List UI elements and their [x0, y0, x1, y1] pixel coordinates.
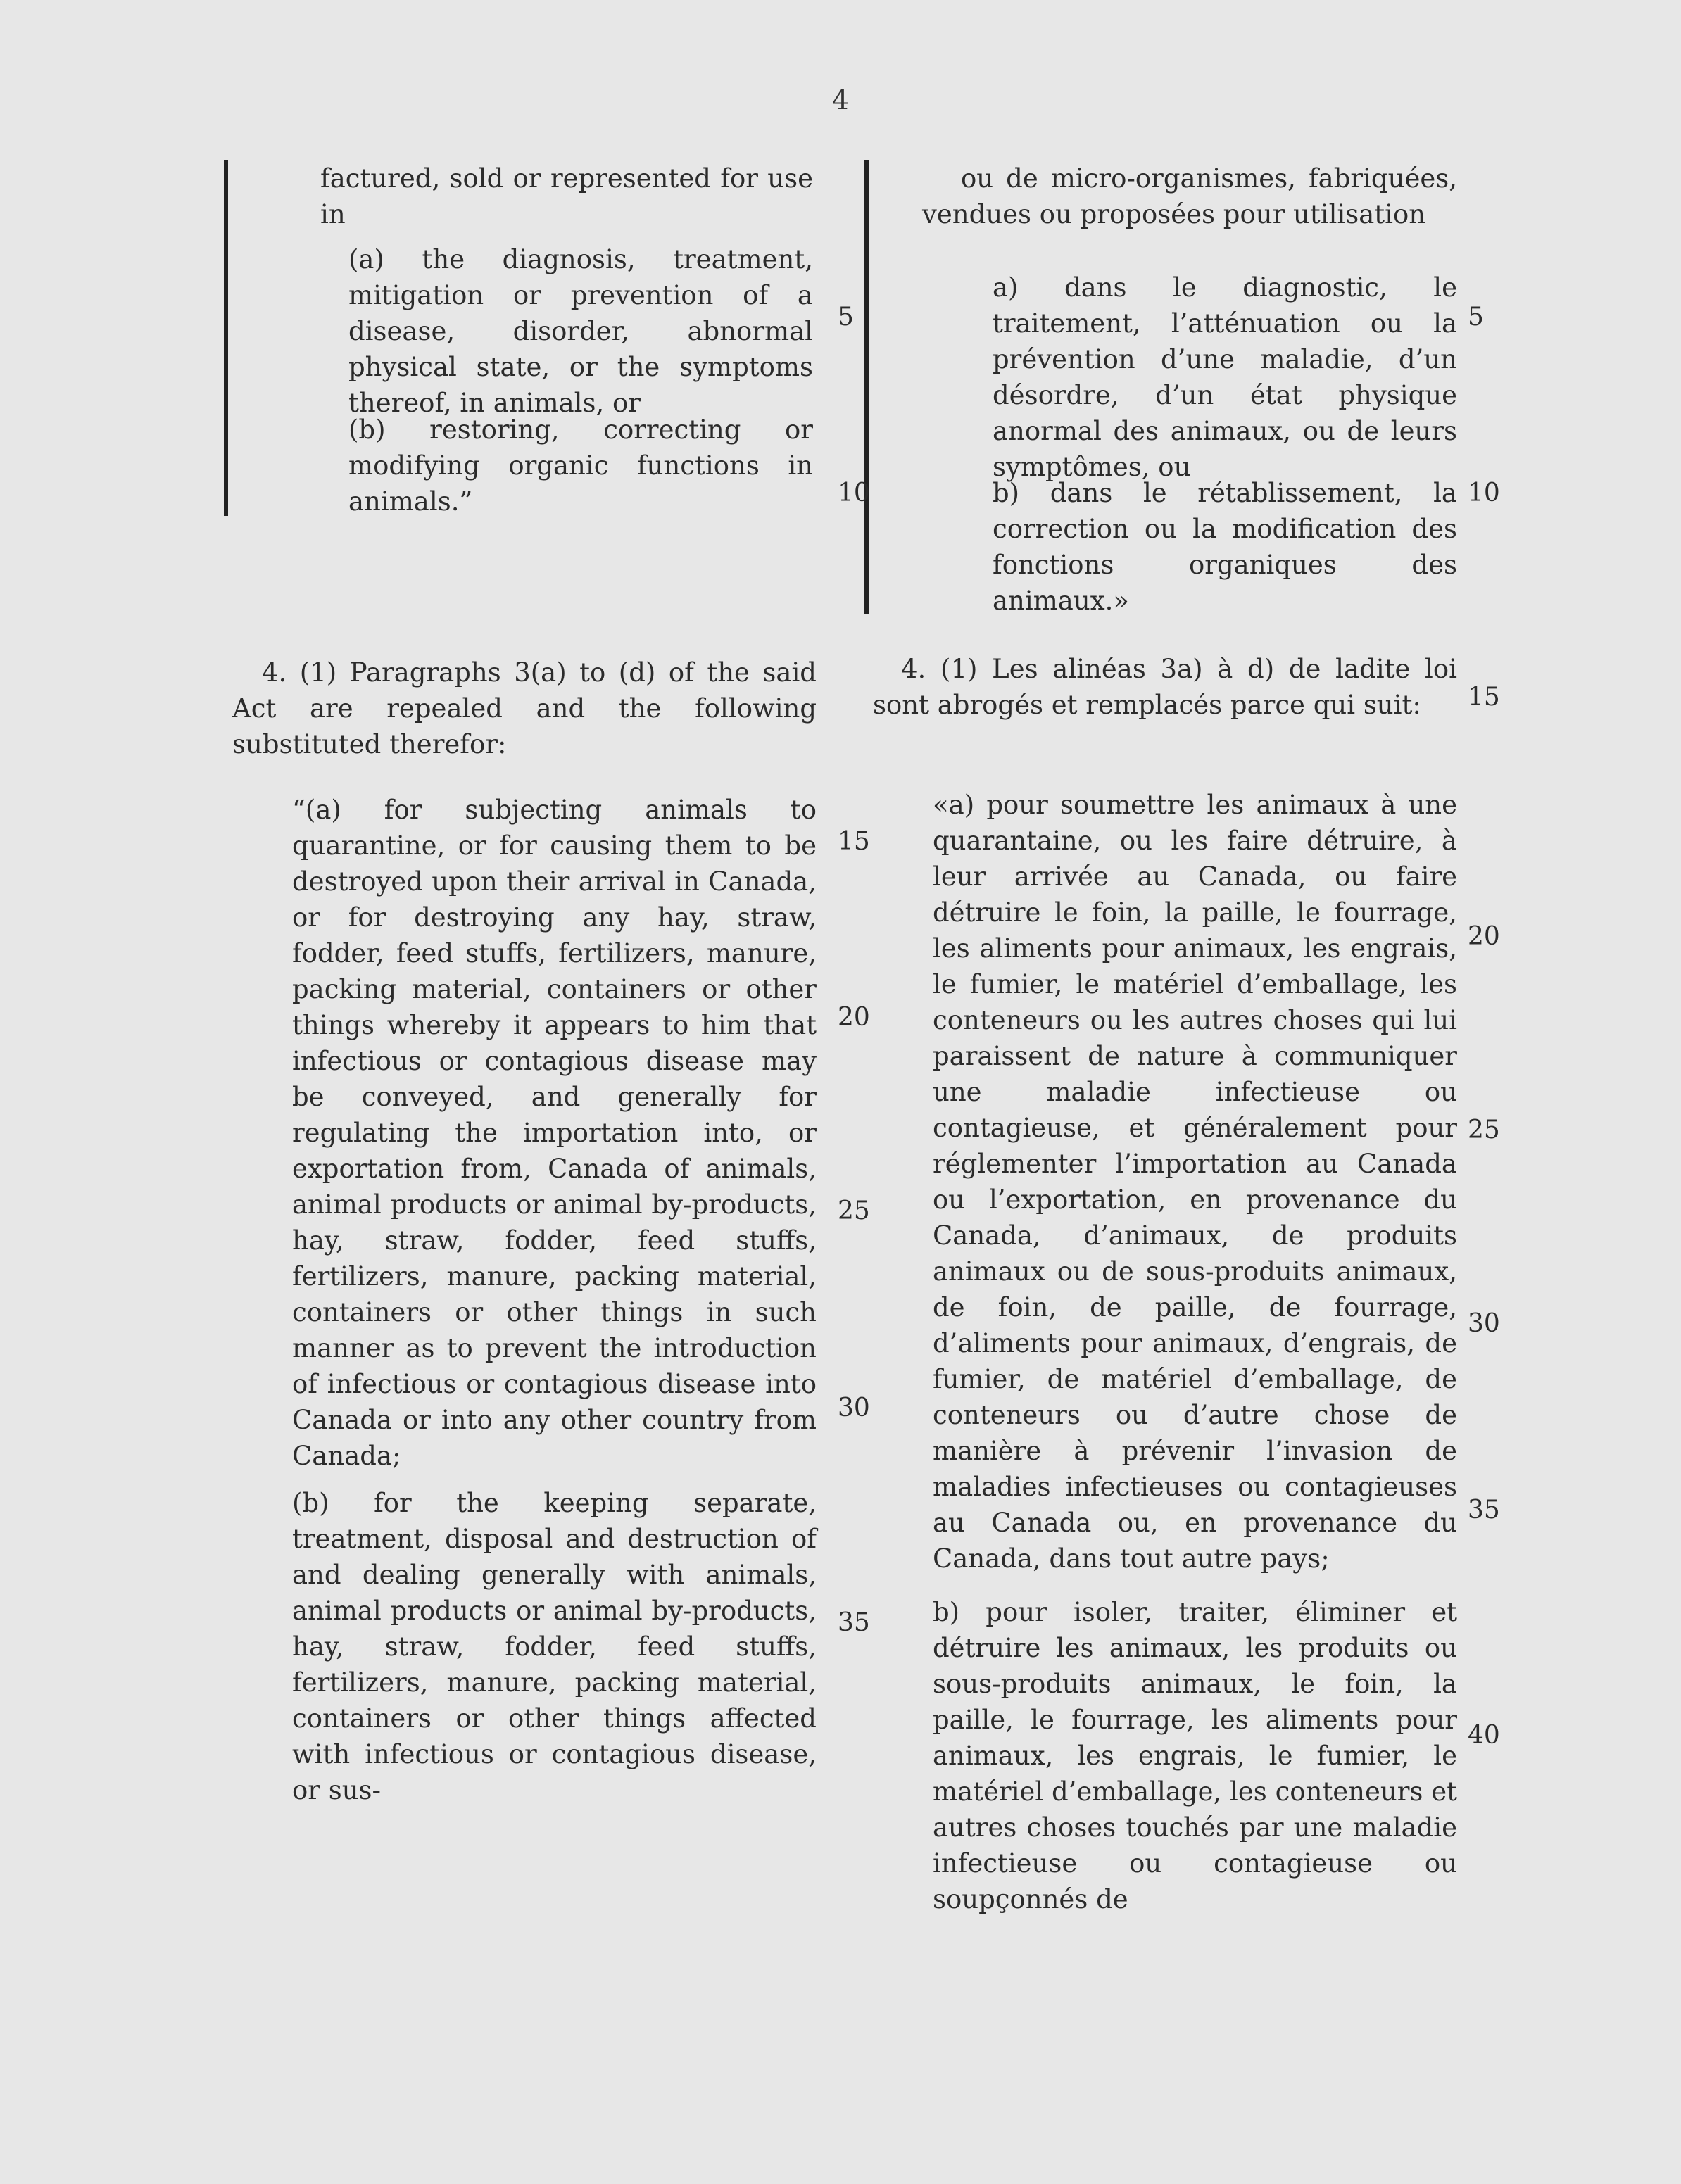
line-number-right: 25 [1468, 1116, 1500, 1144]
en-para-a: (a) the diagnosis, treatment, mitigation or prevention of a disease, disorder, abnormal physical state, or the symptoms thereof, in animals, or [348, 244, 813, 418]
en-new-para-a: “(a) for subjecting animals to quarantine, or for causing them to be destroyed upon their arrival in Canada, or for destroying any hay, straw, fodder, feed stuffs, fertilizers, manure, packing material, containers or other things whereby it appears to him that infectious or contagious disease may be conveyed, and generally for regulating the importation into, or exportation from, Canada of animals, animal products or animal by-products, hay, straw, fodder, feed stuffs, fertilizers, manure, packing material, containers or other things in such manner as to prevent the introduction of infectious or contagious disease into Canada or into any other country from Canada; [292, 795, 817, 1471]
fr-section4-intro: 4. (1) Les alinéas 3a) à d) de ladite loi sont abrogés et remplacés parce qui suit: [873, 654, 1457, 720]
line-number-left: 25 [838, 1197, 870, 1225]
fr-intro-continuation: ou de micro-organismes, fabriquées, vendues ou proposées pour utilisation [922, 163, 1457, 229]
line-number-left: 20 [838, 1003, 870, 1032]
line-number-right: 5 [1468, 303, 1484, 332]
change-bar-center [864, 160, 869, 614]
line-number-left: 30 [838, 1394, 870, 1422]
line-number-right: 10 [1468, 479, 1500, 507]
line-number-right: 35 [1468, 1496, 1500, 1525]
page-number: 4 [831, 84, 850, 115]
fr-new-para-a: «a) pour soumettre les animaux à une quarantaine, ou les faire détruire, à leur arrivée au Canada, ou faire détruire le foin, la paille, le fourrage, les aliments pour animaux, les engrais, le fumier, le matériel d’emballage, les conteneurs ou les autres choses qui lui paraissent de nature à communiquer une maladie infectieuse ou contagieuse, et généralement pour réglementer l’importation au Canada ou l’exportation, en provenance du Canada, d’animaux, de produits animaux ou de sous-produits animaux, de foin, de paille, de fourrage, d’aliments pour animaux, d’engrais, de fumier, de matériel d’emballage, de conteneurs ou d’autre chose de manière à prévenir l’invasion de maladies infectieuses ou contagieuses au Canada ou, en provenance du Canada, dans tout autre pays; [933, 790, 1457, 1574]
line-number-left: 5 [838, 303, 854, 332]
change-bar-left [224, 160, 228, 516]
line-number-right: 30 [1468, 1309, 1500, 1338]
line-number-right: 15 [1468, 683, 1500, 712]
line-number-right: 20 [1468, 922, 1500, 951]
en-para-b: (b) restoring, correcting or modifying organic functions in animals.” [348, 415, 813, 517]
line-number-left: 10 [838, 479, 870, 507]
line-number-left: 35 [838, 1608, 870, 1637]
fr-para-a: a) dans le diagnostic, le traitement, l’atténuation ou la prévention d’une maladie, d’un désordre, d’un état physique anormal des animaux, ou de leurs symptômes, ou [993, 272, 1457, 482]
fr-para-b: b) dans le rétablissement, la correction ou la modification des fonctions organiques des animaux.» [993, 478, 1457, 616]
fr-new-para-b: b) pour isoler, traiter, éliminer et détruire les animaux, les produits ou sous-produits animaux, le foin, la paille, le fourrage, les aliments pour animaux, les engrais, le fumier, le matériel d’emballage, les conteneurs et autres choses touchés par une maladie infectieuse ou contagieuse ou soupçonnés de [933, 1597, 1457, 1914]
en-new-para-b: (b) for the keeping separate, treatment, disposal and destruction of and dealing generally with animals, animal products or animal by-products, hay, straw, fodder, feed stuffs, fertilizers, manure, packing material, containers or other things affected with infectious or contagious disease, or sus- [292, 1488, 817, 1805]
en-intro-continuation: factured, sold or represented for use in [320, 163, 813, 229]
line-number-left: 15 [838, 827, 870, 856]
line-number-right: 40 [1468, 1721, 1500, 1750]
en-section4-intro: 4. (1) Paragraphs 3(a) to (d) of the said Act are repealed and the following substituted therefor: [232, 657, 817, 759]
